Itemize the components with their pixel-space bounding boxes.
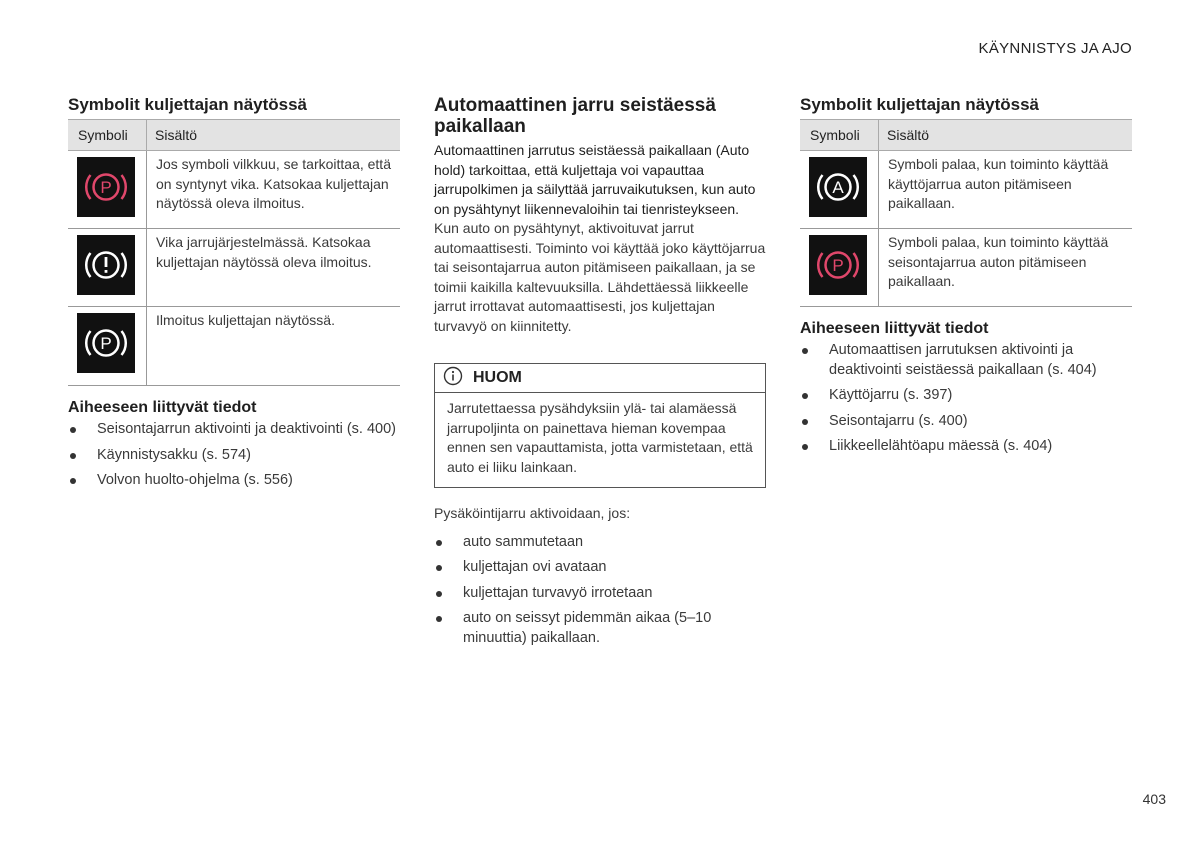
list-item: auto on seissyt pidemmän aikaa (5–10 minuuttia) paikallaan. (434, 609, 766, 648)
table-row (68, 307, 400, 386)
section-title: Automaattinen jarru seistäessä paikallaan (434, 95, 716, 137)
table-row (800, 151, 1132, 229)
row-text: Symboli palaa, kun toiminto käyttää käyttöjarrua auton pitämiseen paikallaan. (879, 151, 1133, 229)
svg-text:P: P (100, 334, 112, 353)
left-section-title: Symbolit kuljettajan näytössä (68, 95, 308, 114)
row-text: Jos symboli vilkkuu, se tarkoittaa, että on syntynyt vika. Katsokaa kuljettajan näytössä oleva ilmoitus. (147, 151, 401, 229)
parking-intro: Pysäköintijarru aktivoidaan, jos: (434, 505, 631, 521)
related-link[interactable]: Volvon huolto-ohjelma (s. 556) (68, 471, 400, 491)
brake-warning-exclamation-icon (77, 235, 135, 295)
table-header-content: Sisältö (879, 120, 1133, 151)
table-header-content: Sisältö (147, 120, 401, 151)
list-item: kuljettajan turvavyö irrotetaan (434, 584, 766, 604)
svg-text:P: P (100, 178, 112, 197)
list-item: auto sammutetaan (434, 533, 766, 553)
lead-paragraph: Automaattinen jarrutus seistäessä paikallaan (Auto hold) tarkoittaa, että kuljettaja voi vapauttaa jarrupolkimen ja säilyttää jarruvaikutuksen, kun auto on pysähtynyt liikennevaloihin tai tienristeykseen. (434, 142, 756, 217)
info-icon (443, 366, 463, 391)
svg-text:P: P (832, 256, 844, 275)
section-header: KÄYNNISTYS JA AJO (978, 40, 1132, 57)
page-number: 403 (1142, 791, 1166, 807)
right-column (800, 95, 1132, 463)
note-title: HUOM (473, 369, 522, 386)
note-header (435, 364, 765, 393)
row-text: Ilmoitus kuljettajan näytössä. (147, 307, 401, 386)
table-header-symbol: Symboli (68, 120, 147, 151)
left-symbol-table (68, 119, 400, 386)
parking-brake-p-icon (809, 235, 867, 295)
parking-brake-p-icon (77, 313, 135, 373)
row-text: Vika jarrujärjestelmässä. Katsokaa kuljettajan näytössä oleva ilmoitus. (147, 229, 401, 307)
note-text: Jarrutettaessa pysähdyksiin ylä- tai alamäessä jarrupoljinta on painettava hieman kovempaa ennen sen vapauttamista, jotta varmistetaan, että auto ei liiku lainkaan. (447, 400, 753, 475)
related-link[interactable]: Seisontajarrun aktivointi ja deaktivointi (s. 400) (68, 420, 400, 440)
body-paragraph: Kun auto on pysähtynyt, aktivoituvat jarrut automaattisesti. Toiminto voi käyttää joko käyttöjarrua tai seisontajarrua auton pitämiseen paikallaan, ja se toimii kaikilla kaltevuuksilla. Lähdettäessä liikkeelle jarrut irrottavat automaattisesti, jos kuljettajan turvavyö on kiinnitetty. (434, 220, 766, 334)
related-title: Aiheeseen liittyvät tiedot (800, 320, 989, 337)
related-link[interactable]: Käynnistysakku (s. 574) (68, 446, 400, 466)
list-item: kuljettajan ovi avataan (434, 558, 766, 578)
table-row (68, 151, 400, 229)
svg-text:A: A (832, 178, 844, 197)
auto-hold-a-icon (809, 157, 867, 217)
related-list (800, 341, 1132, 457)
related-list (68, 420, 400, 491)
related-link[interactable]: Liikkeellelähtöapu mäessä (s. 404) (800, 437, 1132, 457)
note-box (434, 363, 766, 488)
parking-conditions-list (434, 533, 766, 649)
table-row (68, 229, 400, 307)
related-link[interactable]: Käyttöjarru (s. 397) (800, 386, 1132, 406)
table-header-symbol: Symboli (800, 120, 879, 151)
related-link[interactable]: Automaattisen jarrutuksen aktivointi ja deaktivointi seistäessä paikallaan (s. 404) (800, 341, 1132, 380)
left-column (68, 95, 400, 497)
right-section-title: Symbolit kuljettajan näytössä (800, 95, 1040, 114)
middle-column (434, 95, 766, 654)
row-text: Symboli palaa, kun toiminto käyttää seisontajarrua auton pitämiseen paikallaan. (879, 229, 1133, 307)
related-title: Aiheeseen liittyvät tiedot (68, 399, 257, 416)
table-row (800, 229, 1132, 307)
parking-brake-p-icon (77, 157, 135, 217)
right-symbol-table (800, 119, 1132, 307)
related-link[interactable]: Seisontajarru (s. 400) (800, 412, 1132, 432)
